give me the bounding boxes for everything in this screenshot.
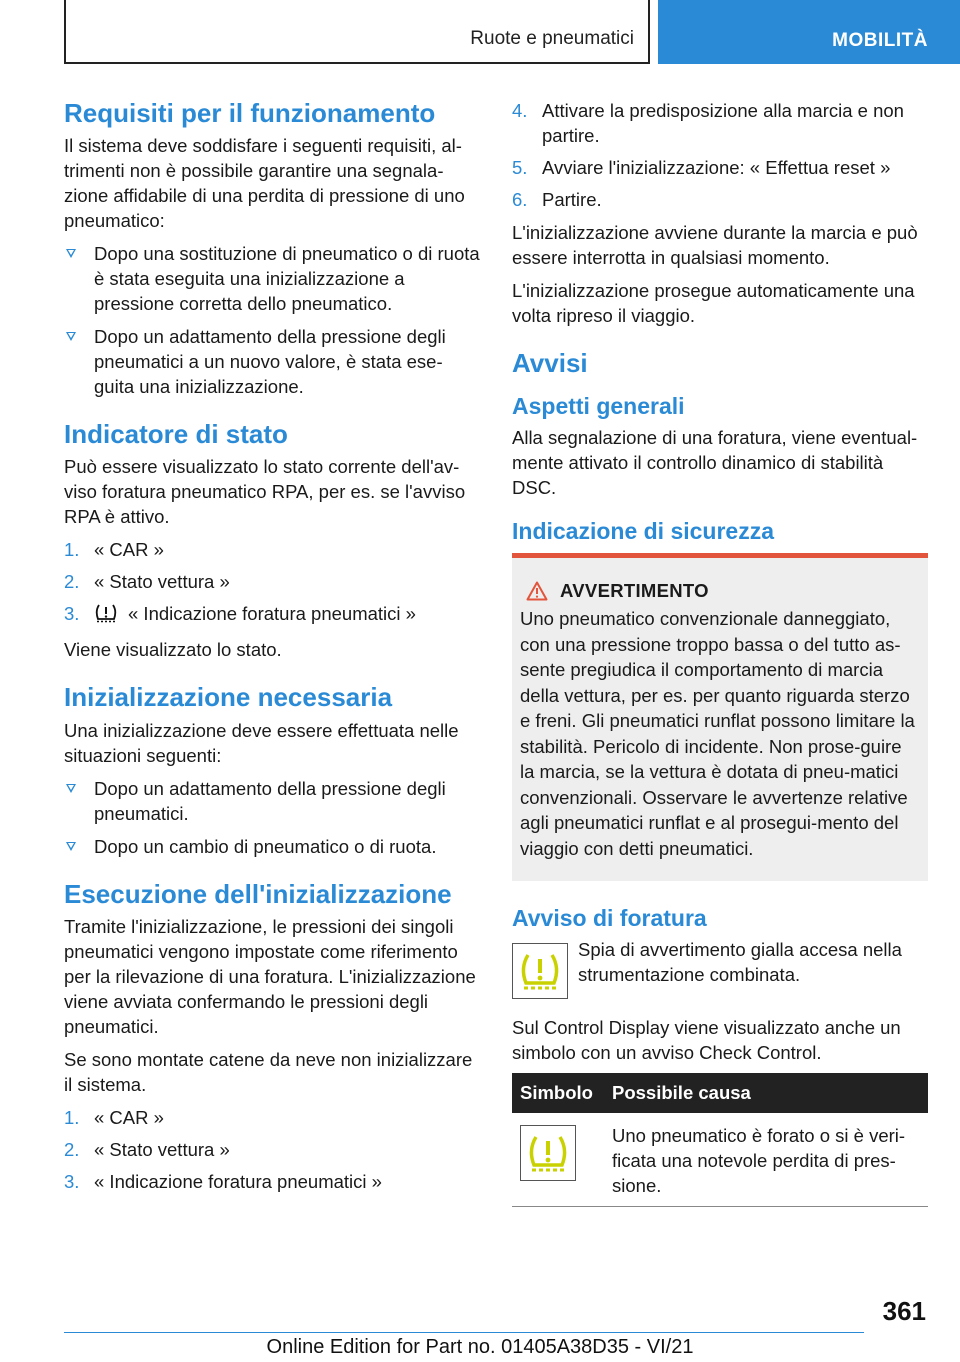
list-item: 1. « CAR » (64, 539, 164, 561)
heading-inizializzazione-necessaria: Inizializzazione necessaria (64, 682, 393, 713)
list-item: 2. « Stato vettura » (64, 1138, 230, 1160)
esecuzione-text-2: Se sono montate catene da neve non inizializzare il sistema. (64, 1048, 473, 1095)
list-item: Dopo una sostituzione di pneumatico o di ruota è stata eseguita una inizializzazione a pressione corretta dello pneumatico. (64, 241, 480, 316)
foratura-indicator (512, 937, 928, 999)
heading-aspetti-generali: Aspetti generali (512, 393, 685, 420)
indicatore-text: Può essere visualizzato lo stato corrente dell'av-viso foratura pneumatico RPA, per es. se l'avviso RPA è attivo. (64, 456, 466, 528)
right-column (512, 98, 928, 1207)
indicatore-steps (64, 537, 480, 629)
init-info-2: L'inizializzazione prosegue automaticamente una volta ripreso il viaggio. (512, 280, 915, 326)
tire-pressure-icon (94, 603, 118, 629)
heading-indicatore: Indicatore di stato (64, 419, 288, 450)
triangle-bullet-icon (66, 842, 76, 851)
heading-avviso-foratura: Avviso di foratura (512, 905, 707, 932)
table-row (512, 1113, 928, 1207)
list-item: Dopo un cambio di pneumatico o di ruota. (64, 834, 480, 859)
esecuzione-steps-continued (512, 98, 928, 212)
footer-divider (64, 1332, 864, 1333)
chapter-title: Ruote e pneumatici (470, 28, 634, 49)
symbol-table (512, 1073, 928, 1207)
page-number: 361 (882, 1296, 926, 1326)
table-header-simbolo: Simbolo (512, 1073, 604, 1113)
list-item: 3. « Indicazione foratura pneumatici » (64, 601, 480, 629)
tire-warning-icon (512, 943, 568, 999)
list-item: 6. Partire. (512, 189, 602, 210)
warning-label: AVVERTIMENTO (560, 580, 709, 602)
page-header (64, 0, 960, 64)
section-title: MOBILITÀ (832, 30, 928, 51)
necessaria-list (64, 776, 480, 859)
esecuzione-steps (64, 1105, 480, 1194)
footer-edition: Online Edition for Part no. 01405A38D35 - VI/21 (266, 1336, 694, 1358)
section-tab (658, 0, 960, 64)
list-item: 4. Attivare la predisposizione alla marcia e non partire. (512, 100, 904, 146)
list-item: 5. Avviare l'inizializzazione: « Effettua reset » (512, 157, 891, 178)
table-cell-symbol (512, 1113, 604, 1207)
warning-triangle-icon (526, 581, 548, 601)
heading-requisiti: Requisiti per il funzionamento (64, 98, 436, 128)
left-column (64, 98, 480, 1202)
init-info-1: L'inizializzazione avviene durante la marcia e può essere interrotta in qualsiasi momento. (512, 222, 918, 268)
warning-box (512, 553, 928, 881)
table-cell-cause: Uno pneumatico è forato o si è veri-ficata una notevole perdita di pres-sione. (604, 1113, 928, 1207)
list-item: Dopo un adattamento della pressione degli pneumatici. (64, 776, 480, 826)
triangle-bullet-icon (66, 332, 76, 341)
esecuzione-text-1: Tramite l'inizializzazione, le pressioni dei singoli pneumatici vengono impostate come riferimento per la rilevazione di una foratura. L'inizializzazione viene avviata confermando le pressioni degli pneumatici. (64, 915, 476, 1037)
list-item: 1. « CAR » (64, 1106, 164, 1128)
heading-esecuzione: Esecuzione dell'inizializzazione (64, 878, 452, 909)
heading-avvisi: Avvisi (512, 348, 588, 378)
foratura-text: Spia di avvertimento gialla accesa nella strumentazione combinata. (578, 938, 902, 985)
necessaria-text: Una inizializzazione deve essere effettuata nelle situazioni seguenti: (64, 719, 459, 766)
generali-text: Alla segnalazione di una foratura, viene eventual-mente attivato il controllo dinamico di stabilità DSC. (512, 426, 918, 498)
chapter-tab (64, 0, 650, 64)
warning-header (520, 580, 920, 602)
table-header-causa: Possibile causa (604, 1073, 928, 1113)
triangle-bullet-icon (66, 249, 76, 258)
display-text: Sul Control Display viene visualizzato anche un simbolo con un avviso Check Control. (512, 1016, 901, 1063)
indicatore-after: Viene visualizzato lo stato. (64, 639, 282, 661)
list-item: Dopo un adattamento della pressione degli pneumatici a un nuovo valore, è stata ese-guita una inizializzazione. (64, 324, 480, 399)
requisiti-text: Il sistema deve soddisfare i seguenti requisiti, al-trimenti non è possibile garantire una segnala-zione affidabile di una perdita di pressione di uno pneumatico: (64, 135, 465, 232)
list-item: 2. « Stato vettura » (64, 571, 230, 593)
table-header-row (512, 1073, 928, 1113)
triangle-bullet-icon (66, 784, 76, 793)
warning-text: Uno pneumatico convenzionale danneggiato, con una pressione troppo bassa o del tutto as-sente pregiudica il comportamento di marcia della vettura, per es. per quanto riguarda sterzo e freni. Gli pneumatici runflat possono limitare la stabilità. Pericolo di incidente. Non prose-guire la marcia, se la vettura è dotata di pneu-matici convenzionali. Osservare le avvertenze relative agli pneumatici runflat e al prosegui-mento del viaggio con detti pneumatici. (520, 608, 915, 859)
list-item: 3. « Indicazione foratura pneumatici » (64, 1170, 382, 1192)
requisiti-list (64, 241, 480, 399)
heading-indicazione-sicurezza: Indicazione di sicurezza (512, 517, 775, 544)
tire-warning-icon (520, 1125, 576, 1181)
